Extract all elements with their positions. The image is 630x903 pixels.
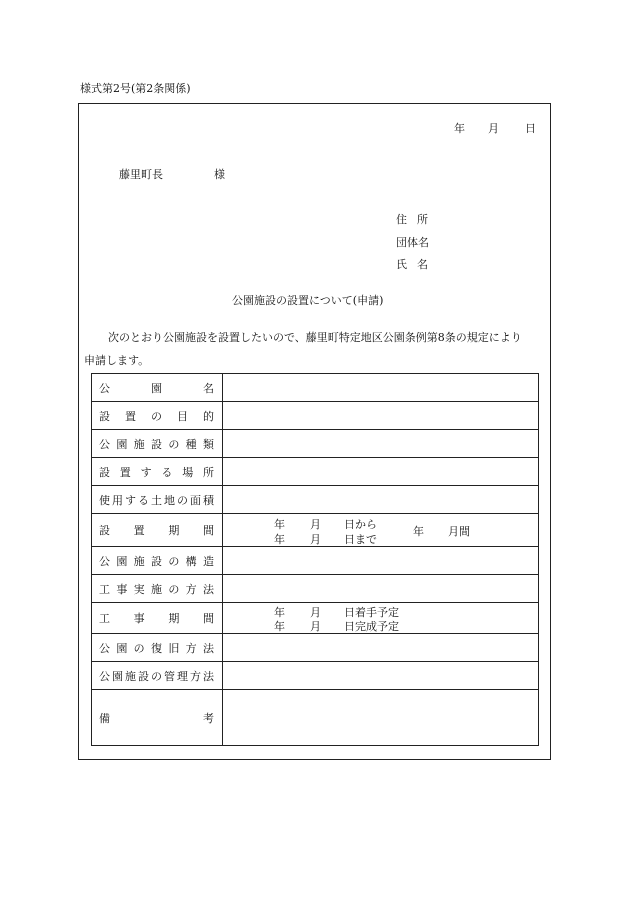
table-row bbox=[92, 690, 539, 746]
value-installation-period[interactable] bbox=[223, 514, 539, 547]
table-row bbox=[92, 603, 539, 634]
date-day: 日 bbox=[525, 122, 536, 135]
label-land-area: 使 用 す る 土 地 の 面 積 bbox=[92, 486, 223, 514]
body-line-1: 次のとおり公園施設を設置したいので、藤里町特定地区公園条例第8条の規定により bbox=[108, 331, 522, 344]
construction-end: 年 月 日完成予定 bbox=[274, 620, 399, 633]
table-row bbox=[92, 575, 539, 603]
applicant-address-label: 住 所 bbox=[396, 213, 428, 226]
value-land-area[interactable] bbox=[223, 486, 539, 514]
value-management-method[interactable] bbox=[223, 662, 539, 690]
period-to: 年 月 日まで bbox=[274, 533, 377, 546]
value-remarks[interactable] bbox=[223, 690, 539, 746]
value-construction-period[interactable] bbox=[223, 603, 539, 634]
table-row bbox=[92, 514, 539, 547]
table-row bbox=[92, 547, 539, 575]
period-from: 年 月 日から bbox=[274, 518, 377, 531]
addressee-honorific: 様 bbox=[214, 168, 225, 181]
label-installation-period: 設 置 期 間 bbox=[92, 514, 223, 547]
label-purpose: 設 置 の 目 的 bbox=[92, 402, 223, 430]
table-row bbox=[92, 374, 539, 402]
label-remarks: 備 考 bbox=[92, 690, 223, 746]
value-construction-method[interactable] bbox=[223, 575, 539, 603]
table-row bbox=[92, 458, 539, 486]
label-restoration-method: 公 園 の 復 旧 方 法 bbox=[92, 634, 223, 662]
label-facility-type: 公 園 施 設 の 種 類 bbox=[92, 430, 223, 458]
period-duration: 年 月間 bbox=[413, 525, 470, 538]
applicant-name-label: 氏 名 bbox=[396, 258, 428, 271]
table-row bbox=[92, 402, 539, 430]
date-month: 月 bbox=[488, 122, 499, 135]
addressee-name: 藤里町長 bbox=[119, 168, 163, 181]
label-structure: 公 園 施 設 の 構 造 bbox=[92, 547, 223, 575]
label-park-name: 公 園 名 bbox=[92, 374, 223, 402]
application-table bbox=[91, 373, 539, 746]
construction-start: 年 月 日着手予定 bbox=[274, 606, 399, 619]
table-row bbox=[92, 662, 539, 690]
value-purpose[interactable] bbox=[223, 402, 539, 430]
document-title: 公園施設の設置について(申請) bbox=[232, 294, 384, 307]
body-line-2: 申請します。 bbox=[84, 354, 150, 367]
value-location[interactable] bbox=[223, 458, 539, 486]
value-park-name[interactable] bbox=[223, 374, 539, 402]
table-row bbox=[92, 486, 539, 514]
label-construction-method: 工 事 実 施 の 方 法 bbox=[92, 575, 223, 603]
applicant-organization-label: 団体名 bbox=[396, 236, 429, 249]
table-row bbox=[92, 634, 539, 662]
label-construction-period: 工 事 期 間 bbox=[92, 603, 223, 634]
label-management-method: 公 園 施 設 の 管 理 方 法 bbox=[92, 662, 223, 690]
value-structure[interactable] bbox=[223, 547, 539, 575]
form-number: 様式第2号(第2条関係) bbox=[80, 82, 191, 95]
table-row bbox=[92, 430, 539, 458]
value-restoration-method[interactable] bbox=[223, 634, 539, 662]
value-facility-type[interactable] bbox=[223, 430, 539, 458]
date-year: 年 bbox=[454, 122, 465, 135]
label-location: 設 置 す る 場 所 bbox=[92, 458, 223, 486]
